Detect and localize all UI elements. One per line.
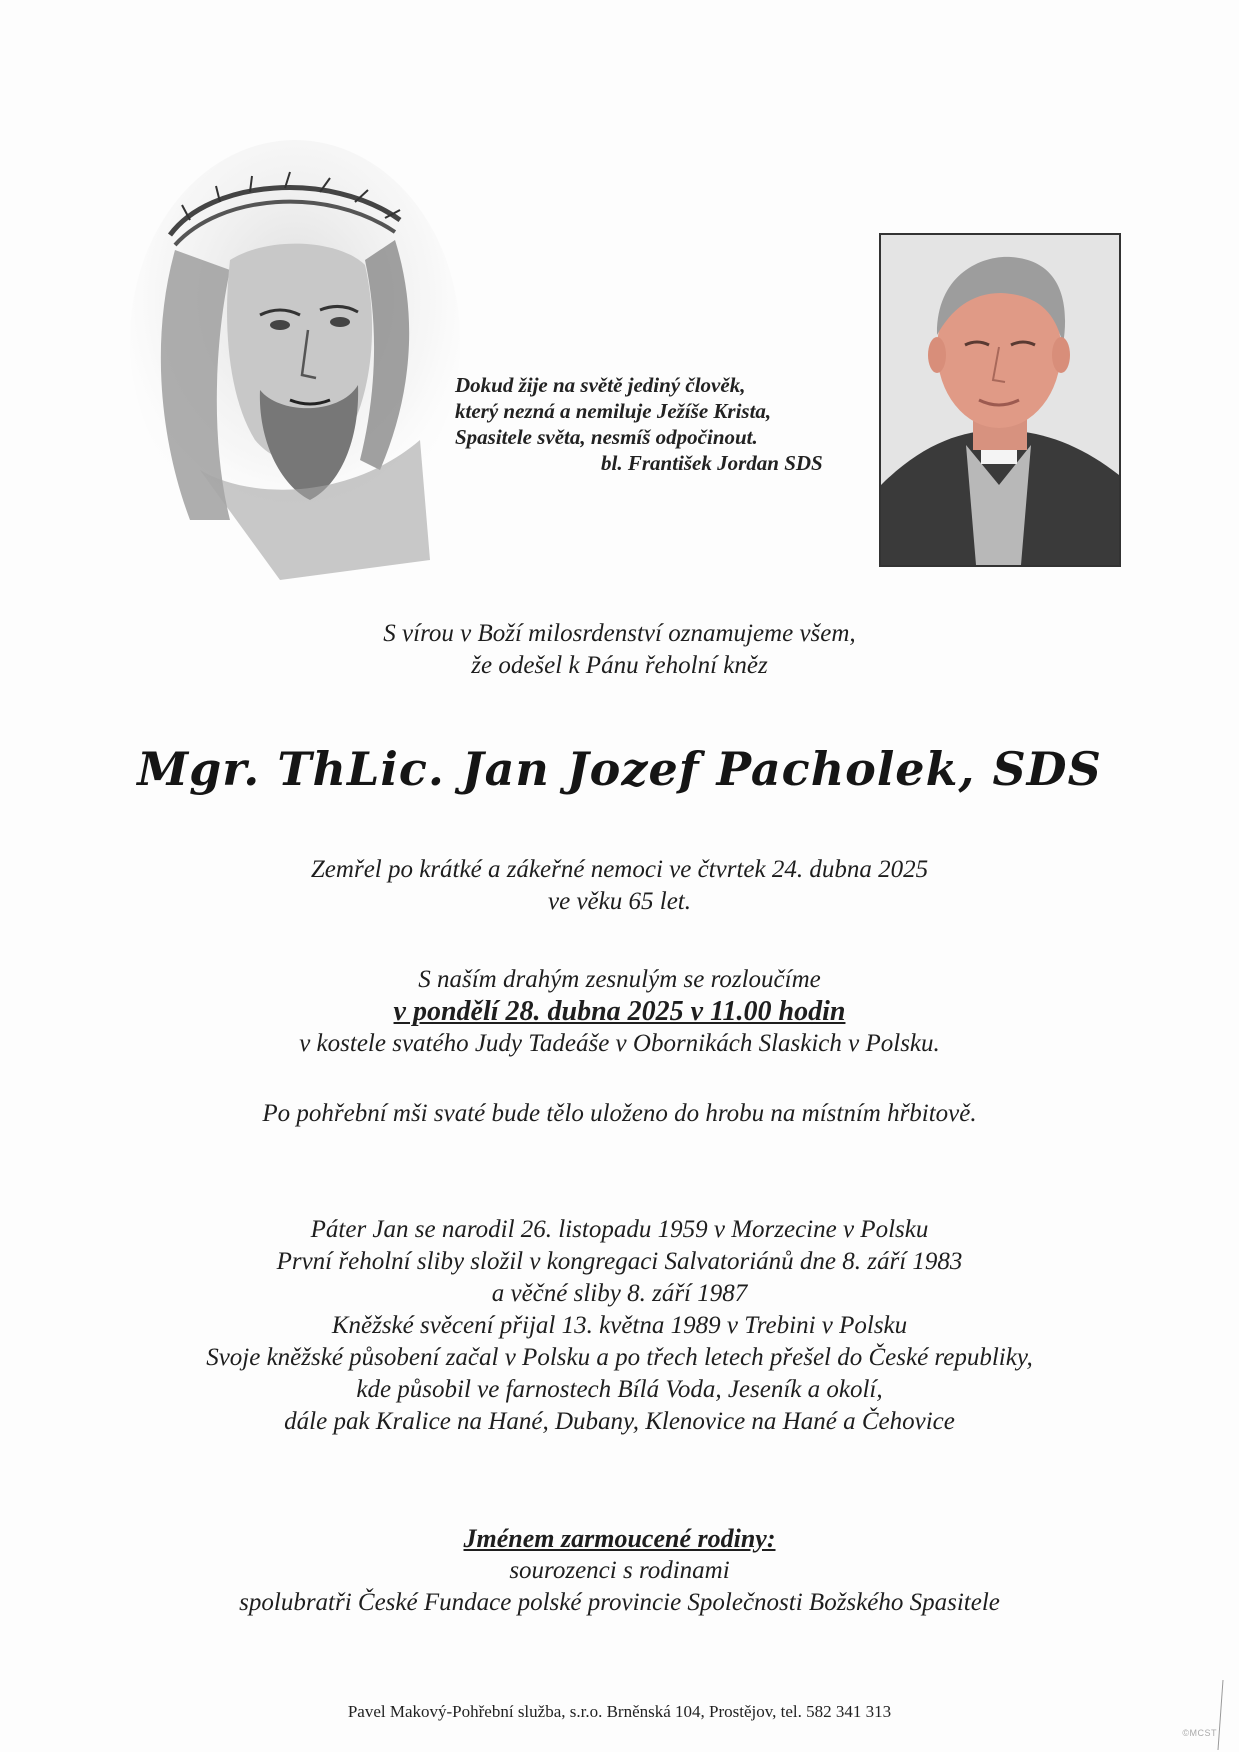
family-line-2: spolubratři České Fundace polské provincie Společnosti Božského Spasitele — [239, 1589, 1000, 1616]
bio-line: dále pak Kralice na Hané, Dubany, Klenovice na Hané a Čehovice — [284, 1408, 955, 1435]
intro-line-1: S vírou v Boží milosrdenství oznamujeme všem, — [383, 620, 856, 647]
biography — [0, 1214, 1239, 1438]
bio-line: Páter Jan se narodil 26. listopadu 1959 v Morzecine v Polsku — [310, 1216, 929, 1243]
jesus-sketch-image — [130, 140, 470, 600]
quote-line: Dokud žije na světě jediný člověk, — [455, 373, 746, 397]
farewell-date: v pondělí 28. dubna 2025 v 11.00 hodin — [393, 996, 846, 1027]
memorial-quote — [455, 372, 875, 476]
burial-info: Po pohřební mši svaté bude tělo uloženo do hrobu na místním hřbitově. — [262, 1100, 977, 1127]
bio-line: a věčné sliby 8. září 1987 — [491, 1280, 748, 1307]
scan-edge-mark — [1215, 1680, 1225, 1750]
announcement-intro — [0, 618, 1239, 682]
portrait-photo — [879, 233, 1121, 567]
farewell-line-1: S naším drahým zesnulým se rozloučíme — [418, 966, 821, 993]
bio-line: První řeholní sliby složil v kongregaci Salvatoriánů dne 8. září 1983 — [276, 1248, 963, 1275]
quote-author: bl. František Jordan SDS — [601, 451, 823, 475]
death-line-2: ve věku 65 let. — [548, 888, 691, 915]
farewell-info — [0, 964, 1239, 1060]
death-line-1: Zemřel po krátké a zákeřné nemoci ve čtvrtek 24. dubna 2025 — [310, 856, 929, 883]
bio-line: Svoje kněžské působení začal v Polsku a po třech letech přešel do České republiky, — [206, 1344, 1033, 1371]
deceased-name: Mgr. ThLic. Jan Jozef Pacholek, SDS — [137, 742, 1102, 796]
death-notice — [0, 854, 1239, 918]
family-line-1: sourozenci s rodinami — [509, 1557, 730, 1584]
funeral-service-footer: Pavel Makový-Pohřební služba, s.r.o. Brněnská 104, Prostějov, tel. 582 341 313 — [347, 1702, 892, 1721]
intro-line-2: že odešel k Pánu řeholní kněz — [471, 652, 768, 679]
bio-line: kde působil ve farnostech Bílá Voda, Jeseník a okolí, — [356, 1376, 883, 1403]
family-heading: Jménem zarmoucené rodiny: — [463, 1524, 776, 1553]
quote-line: který nezná a nemiluje Ježíše Krista, — [455, 399, 772, 423]
portrait-image — [881, 235, 1119, 565]
quote-line: Spasitele světa, nesmíš odpočinout. — [455, 425, 758, 449]
watermark: ©MCST — [1182, 1728, 1217, 1738]
family-section — [0, 1523, 1239, 1619]
farewell-place: v kostele svatého Judy Tadeáše v Obornikách Slaskich v Polsku. — [299, 1030, 940, 1057]
bio-line: Kněžské svěcení přijal 13. května 1989 v Trebini v Polsku — [331, 1312, 908, 1339]
